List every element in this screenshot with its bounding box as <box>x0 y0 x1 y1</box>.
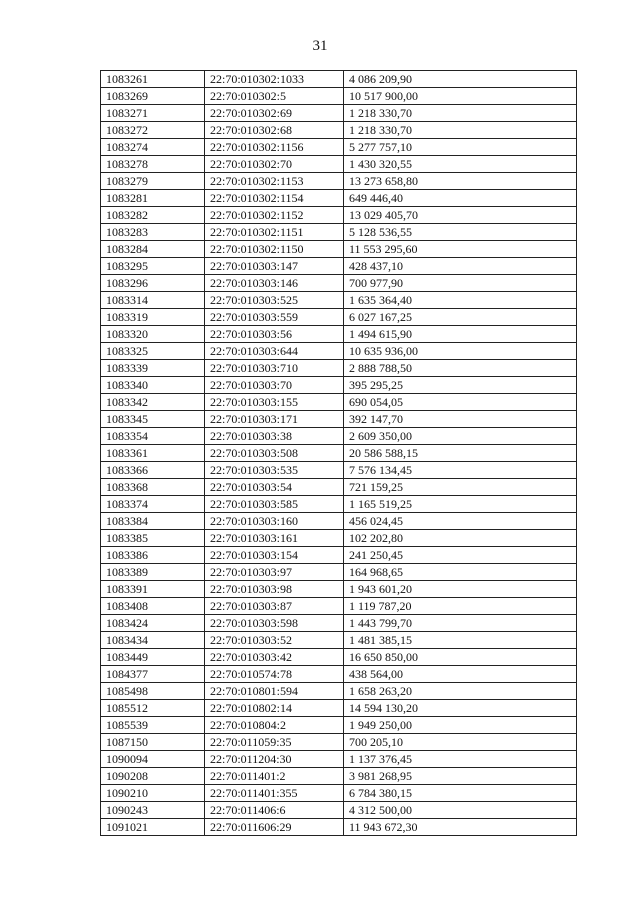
cadastral-number-cell: 22:70:010303:42 <box>205 649 344 666</box>
cadastral-number-cell: 22:70:011204:30 <box>205 751 344 768</box>
cadastral-number-cell: 22:70:010303:54 <box>205 479 344 496</box>
object-id-cell: 1083361 <box>101 445 205 462</box>
table-row <box>101 734 577 751</box>
value-cell: 1 494 615,90 <box>344 326 577 343</box>
object-id-cell: 1083408 <box>101 598 205 615</box>
table-row <box>101 649 577 666</box>
table-row <box>101 479 577 496</box>
value-cell: 690 054,05 <box>344 394 577 411</box>
value-cell: 700 205,10 <box>344 734 577 751</box>
object-id-cell: 1083282 <box>101 207 205 224</box>
cadastral-number-cell: 22:70:010302:1033 <box>205 71 344 88</box>
cadastral-number-cell: 22:70:010302:1153 <box>205 173 344 190</box>
value-cell: 7 576 134,45 <box>344 462 577 479</box>
page-number: 31 <box>312 38 328 54</box>
object-id-cell: 1083314 <box>101 292 205 309</box>
value-cell: 2 609 350,00 <box>344 428 577 445</box>
object-id-cell: 1083424 <box>101 615 205 632</box>
cadastral-number-cell: 22:70:010303:585 <box>205 496 344 513</box>
cadastral-number-cell: 22:70:010302:1152 <box>205 207 344 224</box>
cadastral-number-cell: 22:70:010303:154 <box>205 547 344 564</box>
value-cell: 1 943 601,20 <box>344 581 577 598</box>
table-row <box>101 785 577 802</box>
object-id-cell: 1083274 <box>101 139 205 156</box>
table-row <box>101 581 577 598</box>
value-cell: 649 446,40 <box>344 190 577 207</box>
object-id-cell: 1083340 <box>101 377 205 394</box>
value-cell: 241 250,45 <box>344 547 577 564</box>
table-row <box>101 700 577 717</box>
table-row <box>101 173 577 190</box>
table-row <box>101 598 577 615</box>
cadastral-number-cell: 22:70:010801:594 <box>205 683 344 700</box>
table-row <box>101 190 577 207</box>
cadastral-number-cell: 22:70:010574:78 <box>205 666 344 683</box>
object-id-cell: 1083320 <box>101 326 205 343</box>
cadastral-number-cell: 22:70:010303:70 <box>205 377 344 394</box>
table-row <box>101 241 577 258</box>
object-id-cell: 1083272 <box>101 122 205 139</box>
object-id-cell: 1083389 <box>101 564 205 581</box>
table-row <box>101 802 577 819</box>
table-row <box>101 224 577 241</box>
table-row <box>101 513 577 530</box>
value-cell: 3 981 268,95 <box>344 768 577 785</box>
table-row <box>101 139 577 156</box>
object-id-cell: 1083384 <box>101 513 205 530</box>
value-cell: 1 430 320,55 <box>344 156 577 173</box>
object-id-cell: 1084377 <box>101 666 205 683</box>
cadastral-number-cell: 22:70:011606:29 <box>205 819 344 836</box>
value-cell: 1 218 330,70 <box>344 122 577 139</box>
cadastral-number-cell: 22:70:010303:535 <box>205 462 344 479</box>
value-cell: 16 650 850,00 <box>344 649 577 666</box>
object-id-cell: 1083284 <box>101 241 205 258</box>
value-cell: 5 277 757,10 <box>344 139 577 156</box>
cadastral-number-cell: 22:70:010302:1156 <box>205 139 344 156</box>
value-cell: 392 147,70 <box>344 411 577 428</box>
value-cell: 721 159,25 <box>344 479 577 496</box>
table-row <box>101 377 577 394</box>
table-row <box>101 428 577 445</box>
value-cell: 14 594 130,20 <box>344 700 577 717</box>
table-row <box>101 275 577 292</box>
value-cell: 164 968,65 <box>344 564 577 581</box>
cadastral-number-cell: 22:70:010302:5 <box>205 88 344 105</box>
table-row <box>101 683 577 700</box>
cadastral-number-cell: 22:70:010302:70 <box>205 156 344 173</box>
value-cell: 395 295,25 <box>344 377 577 394</box>
value-cell: 102 202,80 <box>344 530 577 547</box>
value-cell: 1 443 799,70 <box>344 615 577 632</box>
cadastral-number-cell: 22:70:010303:598 <box>205 615 344 632</box>
table-row <box>101 411 577 428</box>
object-id-cell: 1083449 <box>101 649 205 666</box>
cadastral-number-cell: 22:70:010303:56 <box>205 326 344 343</box>
cadastral-number-cell: 22:70:010302:68 <box>205 122 344 139</box>
value-cell: 1 949 250,00 <box>344 717 577 734</box>
table-row <box>101 326 577 343</box>
registry-table <box>100 70 577 836</box>
value-cell: 1 635 364,40 <box>344 292 577 309</box>
cadastral-number-cell: 22:70:010303:644 <box>205 343 344 360</box>
value-cell: 5 128 536,55 <box>344 224 577 241</box>
object-id-cell: 1083354 <box>101 428 205 445</box>
table-row <box>101 547 577 564</box>
table-row <box>101 258 577 275</box>
value-cell: 11 553 295,60 <box>344 241 577 258</box>
cadastral-number-cell: 22:70:010303:160 <box>205 513 344 530</box>
cadastral-number-cell: 22:70:010303:161 <box>205 530 344 547</box>
table-row <box>101 530 577 547</box>
table-row <box>101 122 577 139</box>
object-id-cell: 1085498 <box>101 683 205 700</box>
table-row <box>101 666 577 683</box>
value-cell: 13 029 405,70 <box>344 207 577 224</box>
object-id-cell: 1083342 <box>101 394 205 411</box>
object-id-cell: 1083279 <box>101 173 205 190</box>
table-row <box>101 462 577 479</box>
object-id-cell: 1083319 <box>101 309 205 326</box>
object-id-cell: 1083434 <box>101 632 205 649</box>
cadastral-number-cell: 22:70:011059:35 <box>205 734 344 751</box>
table-row <box>101 632 577 649</box>
table-row <box>101 445 577 462</box>
cadastral-number-cell: 22:70:010804:2 <box>205 717 344 734</box>
object-id-cell: 1085539 <box>101 717 205 734</box>
table-row <box>101 394 577 411</box>
value-cell: 20 586 588,15 <box>344 445 577 462</box>
table-row <box>101 768 577 785</box>
object-id-cell: 1083271 <box>101 105 205 122</box>
cadastral-number-cell: 22:70:010303:559 <box>205 309 344 326</box>
cadastral-number-cell: 22:70:011401:2 <box>205 768 344 785</box>
cadastral-number-cell: 22:70:010302:1151 <box>205 224 344 241</box>
object-id-cell: 1083278 <box>101 156 205 173</box>
cadastral-number-cell: 22:70:010303:146 <box>205 275 344 292</box>
value-cell: 1 658 263,20 <box>344 683 577 700</box>
table-row <box>101 564 577 581</box>
cadastral-number-cell: 22:70:010303:52 <box>205 632 344 649</box>
value-cell: 4 086 209,90 <box>344 71 577 88</box>
table-row <box>101 207 577 224</box>
value-cell: 1 481 385,15 <box>344 632 577 649</box>
object-id-cell: 1090094 <box>101 751 205 768</box>
object-id-cell: 1083385 <box>101 530 205 547</box>
table-row <box>101 156 577 173</box>
cadastral-number-cell: 22:70:010302:1150 <box>205 241 344 258</box>
table-row <box>101 751 577 768</box>
object-id-cell: 1083296 <box>101 275 205 292</box>
object-id-cell: 1083283 <box>101 224 205 241</box>
cadastral-number-cell: 22:70:010303:155 <box>205 394 344 411</box>
object-id-cell: 1083368 <box>101 479 205 496</box>
table-row <box>101 292 577 309</box>
value-cell: 10 517 900,00 <box>344 88 577 105</box>
value-cell: 2 888 788,50 <box>344 360 577 377</box>
object-id-cell: 1083269 <box>101 88 205 105</box>
value-cell: 428 437,10 <box>344 258 577 275</box>
table-row <box>101 71 577 88</box>
cadastral-number-cell: 22:70:010303:97 <box>205 564 344 581</box>
cadastral-number-cell: 22:70:010303:508 <box>205 445 344 462</box>
object-id-cell: 1083366 <box>101 462 205 479</box>
value-cell: 1 137 376,45 <box>344 751 577 768</box>
object-id-cell: 1083339 <box>101 360 205 377</box>
value-cell: 4 312 500,00 <box>344 802 577 819</box>
table-row <box>101 88 577 105</box>
cadastral-number-cell: 22:70:010303:87 <box>205 598 344 615</box>
value-cell: 11 943 672,30 <box>344 819 577 836</box>
cadastral-number-cell: 22:70:010802:14 <box>205 700 344 717</box>
object-id-cell: 1083374 <box>101 496 205 513</box>
object-id-cell: 1083261 <box>101 71 205 88</box>
value-cell: 438 564,00 <box>344 666 577 683</box>
cadastral-number-cell: 22:70:011406:6 <box>205 802 344 819</box>
cadastral-number-cell: 22:70:011401:355 <box>205 785 344 802</box>
cadastral-number-cell: 22:70:010303:171 <box>205 411 344 428</box>
value-cell: 10 635 936,00 <box>344 343 577 360</box>
cadastral-number-cell: 22:70:010303:38 <box>205 428 344 445</box>
value-cell: 456 024,45 <box>344 513 577 530</box>
value-cell: 700 977,90 <box>344 275 577 292</box>
object-id-cell: 1087150 <box>101 734 205 751</box>
object-id-cell: 1083281 <box>101 190 205 207</box>
object-id-cell: 1090208 <box>101 768 205 785</box>
value-cell: 1 165 519,25 <box>344 496 577 513</box>
cadastral-number-cell: 22:70:010303:98 <box>205 581 344 598</box>
value-cell: 1 218 330,70 <box>344 105 577 122</box>
cadastral-number-cell: 22:70:010302:1154 <box>205 190 344 207</box>
table-row <box>101 309 577 326</box>
cadastral-number-cell: 22:70:010303:710 <box>205 360 344 377</box>
value-cell: 13 273 658,80 <box>344 173 577 190</box>
object-id-cell: 1083325 <box>101 343 205 360</box>
object-id-cell: 1083345 <box>101 411 205 428</box>
object-id-cell: 1083295 <box>101 258 205 275</box>
table-row <box>101 819 577 836</box>
table-row <box>101 615 577 632</box>
table-row <box>101 343 577 360</box>
object-id-cell: 1091021 <box>101 819 205 836</box>
cadastral-number-cell: 22:70:010303:147 <box>205 258 344 275</box>
table-row <box>101 496 577 513</box>
value-cell: 6 027 167,25 <box>344 309 577 326</box>
value-cell: 6 784 380,15 <box>344 785 577 802</box>
table-row <box>101 717 577 734</box>
object-id-cell: 1085512 <box>101 700 205 717</box>
object-id-cell: 1083386 <box>101 547 205 564</box>
table-body <box>101 71 577 836</box>
object-id-cell: 1090210 <box>101 785 205 802</box>
object-id-cell: 1083391 <box>101 581 205 598</box>
cadastral-number-cell: 22:70:010302:69 <box>205 105 344 122</box>
object-id-cell: 1090243 <box>101 802 205 819</box>
table-row <box>101 360 577 377</box>
table-row <box>101 105 577 122</box>
cadastral-number-cell: 22:70:010303:525 <box>205 292 344 309</box>
value-cell: 1 119 787,20 <box>344 598 577 615</box>
